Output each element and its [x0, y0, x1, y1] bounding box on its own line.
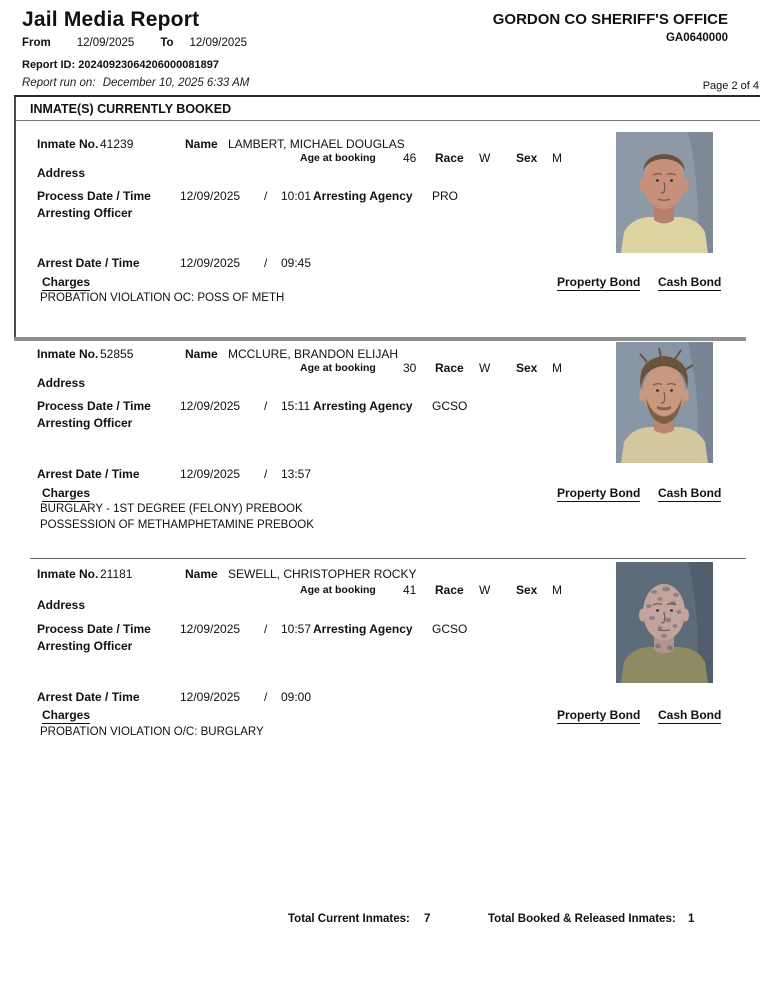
slash: /: [264, 399, 268, 413]
report-run-on: [22, 77, 249, 89]
section-title: INMATE(S) CURRENTLY BOOKED: [30, 102, 232, 116]
address-label: Address: [37, 598, 86, 612]
age-value: 30: [403, 361, 417, 375]
arresting-agency-value: GCSO: [432, 399, 468, 413]
charges-header: Charges: [42, 275, 91, 289]
charge-line: POSSESSION OF METHAMPHETAMINE PREBOOK: [40, 519, 314, 531]
name-value: LAMBERT, MICHAEL DOUGLAS: [228, 137, 405, 151]
cash-bond-header: Cash Bond: [658, 708, 722, 722]
report-id-value: 20240923064206000081897: [78, 59, 219, 71]
cash-bond-header: Cash Bond: [658, 486, 722, 500]
charge-line: PROBATION VIOLATION O/C: BURGLARY: [40, 726, 264, 738]
arrest-time-value: 09:00: [281, 690, 312, 704]
arresting-officer-label: Arresting Officer: [37, 206, 133, 220]
charge-line: PROBATION VIOLATION OC: POSS OF METH: [40, 292, 285, 304]
age-value: 46: [403, 151, 417, 165]
inmate-record: [0, 130, 773, 340]
sex-value: M: [552, 151, 562, 165]
slash: /: [264, 690, 268, 704]
property-bond-header: Property Bond: [557, 275, 641, 289]
arrest-datetime-label: Arrest Date / Time: [37, 467, 140, 481]
property-bond-header: Property Bond: [557, 708, 641, 722]
run-on-value: December 10, 2025 6:33 AM: [102, 77, 250, 89]
arrest-time-value: 13:57: [281, 467, 312, 481]
sex-value: M: [552, 583, 562, 597]
race-label: Race: [435, 361, 464, 375]
cash-bond-header: Cash Bond: [658, 275, 722, 289]
inmate-record: [0, 340, 773, 558]
inmate-no-label: Inmate No.: [37, 567, 99, 581]
name-label: Name: [185, 567, 218, 581]
header-divider: [14, 95, 760, 97]
slash: /: [264, 189, 268, 203]
address-label: Address: [37, 376, 86, 390]
report-date-range: [22, 37, 247, 49]
report-id-label: Report ID:: [22, 59, 76, 71]
race-label: Race: [435, 151, 464, 165]
total-booked-released-label: Total Booked & Released Inmates:: [488, 913, 676, 925]
arresting-agency-label: Arresting Agency: [313, 399, 413, 413]
process-time-value: 10:01: [281, 189, 312, 203]
process-datetime-label: Process Date / Time: [37, 399, 151, 413]
inmate-no-value: 21181: [100, 567, 133, 581]
from-label: From: [22, 37, 51, 49]
age-value: 41: [403, 583, 417, 597]
sex-label: Sex: [516, 583, 538, 597]
age-label: Age at booking: [300, 584, 376, 596]
report-title: Jail Media Report: [22, 8, 200, 31]
charge-line: BURGLARY - 1ST DEGREE (FELONY) PREBOOK: [40, 503, 303, 515]
arresting-officer-label: Arresting Officer: [37, 639, 133, 653]
inmate-no-label: Inmate No.: [37, 347, 99, 361]
race-value: W: [479, 583, 491, 597]
charges-header: Charges: [42, 486, 91, 500]
page-number: Page 2 of 4: [702, 80, 759, 92]
inmate-no-value: 52855: [100, 347, 134, 361]
arrest-datetime-label: Arrest Date / Time: [37, 256, 140, 270]
arrest-date-value: 12/09/2025: [180, 256, 241, 270]
inmate-no-label: Inmate No.: [37, 137, 99, 151]
process-time-value: 15:11: [281, 399, 311, 413]
inmate-record: [0, 560, 773, 760]
charges-header: Charges: [42, 708, 91, 722]
inmate-photo: [616, 562, 713, 683]
process-date-value: 12/09/2025: [180, 189, 241, 203]
report-id: [22, 59, 219, 71]
total-current-inmates-label: Total Current Inmates:: [288, 913, 410, 925]
record-separator-line: [30, 558, 746, 559]
address-label: Address: [37, 166, 86, 180]
name-label: Name: [185, 137, 218, 151]
inmate-no-value: 41239: [100, 137, 134, 151]
agency-name: GORDON CO SHERIFF'S OFFICE: [492, 11, 728, 28]
arrest-date-value: 12/09/2025: [180, 690, 241, 704]
arrest-date-value: 12/09/2025: [180, 467, 241, 481]
from-date: 12/09/2025: [76, 37, 135, 49]
sex-label: Sex: [516, 151, 538, 165]
arrest-datetime-label: Arrest Date / Time: [37, 690, 140, 704]
section-divider: [14, 120, 760, 121]
inmate-photo: [616, 132, 713, 253]
arresting-agency-value: PRO: [432, 189, 459, 203]
slash: /: [264, 256, 268, 270]
to-label: To: [160, 37, 174, 49]
total-current-inmates-value: 7: [424, 913, 431, 925]
name-value: MCCLURE, BRANDON ELIJAH: [228, 347, 399, 361]
age-label: Age at booking: [300, 362, 376, 374]
total-booked-released-value: 1: [688, 913, 695, 925]
arresting-agency-label: Arresting Agency: [313, 189, 413, 203]
arresting-agency-label: Arresting Agency: [313, 622, 413, 636]
inmate-photo: [616, 342, 713, 463]
process-date-value: 12/09/2025: [180, 399, 241, 413]
race-value: W: [479, 151, 491, 165]
property-bond-header: Property Bond: [557, 486, 641, 500]
arrest-time-value: 09:45: [281, 256, 312, 270]
agency-code: GA0640000: [665, 32, 728, 44]
sex-label: Sex: [516, 361, 538, 375]
arresting-officer-label: Arresting Officer: [37, 416, 133, 430]
race-value: W: [479, 361, 491, 375]
process-datetime-label: Process Date / Time: [37, 622, 151, 636]
name-label: Name: [185, 347, 218, 361]
name-value: SEWELL, CHRISTOPHER ROCKY: [228, 567, 417, 581]
sex-value: M: [552, 361, 562, 375]
arresting-agency-value: GCSO: [432, 622, 468, 636]
race-label: Race: [435, 583, 464, 597]
run-on-label: Report run on:: [22, 77, 96, 89]
process-date-value: 12/09/2025: [180, 622, 241, 636]
to-date: 12/09/2025: [189, 37, 248, 49]
process-time-value: 10:57: [281, 622, 312, 636]
slash: /: [264, 467, 268, 481]
slash: /: [264, 622, 268, 636]
process-datetime-label: Process Date / Time: [37, 189, 151, 203]
age-label: Age at booking: [300, 152, 376, 164]
